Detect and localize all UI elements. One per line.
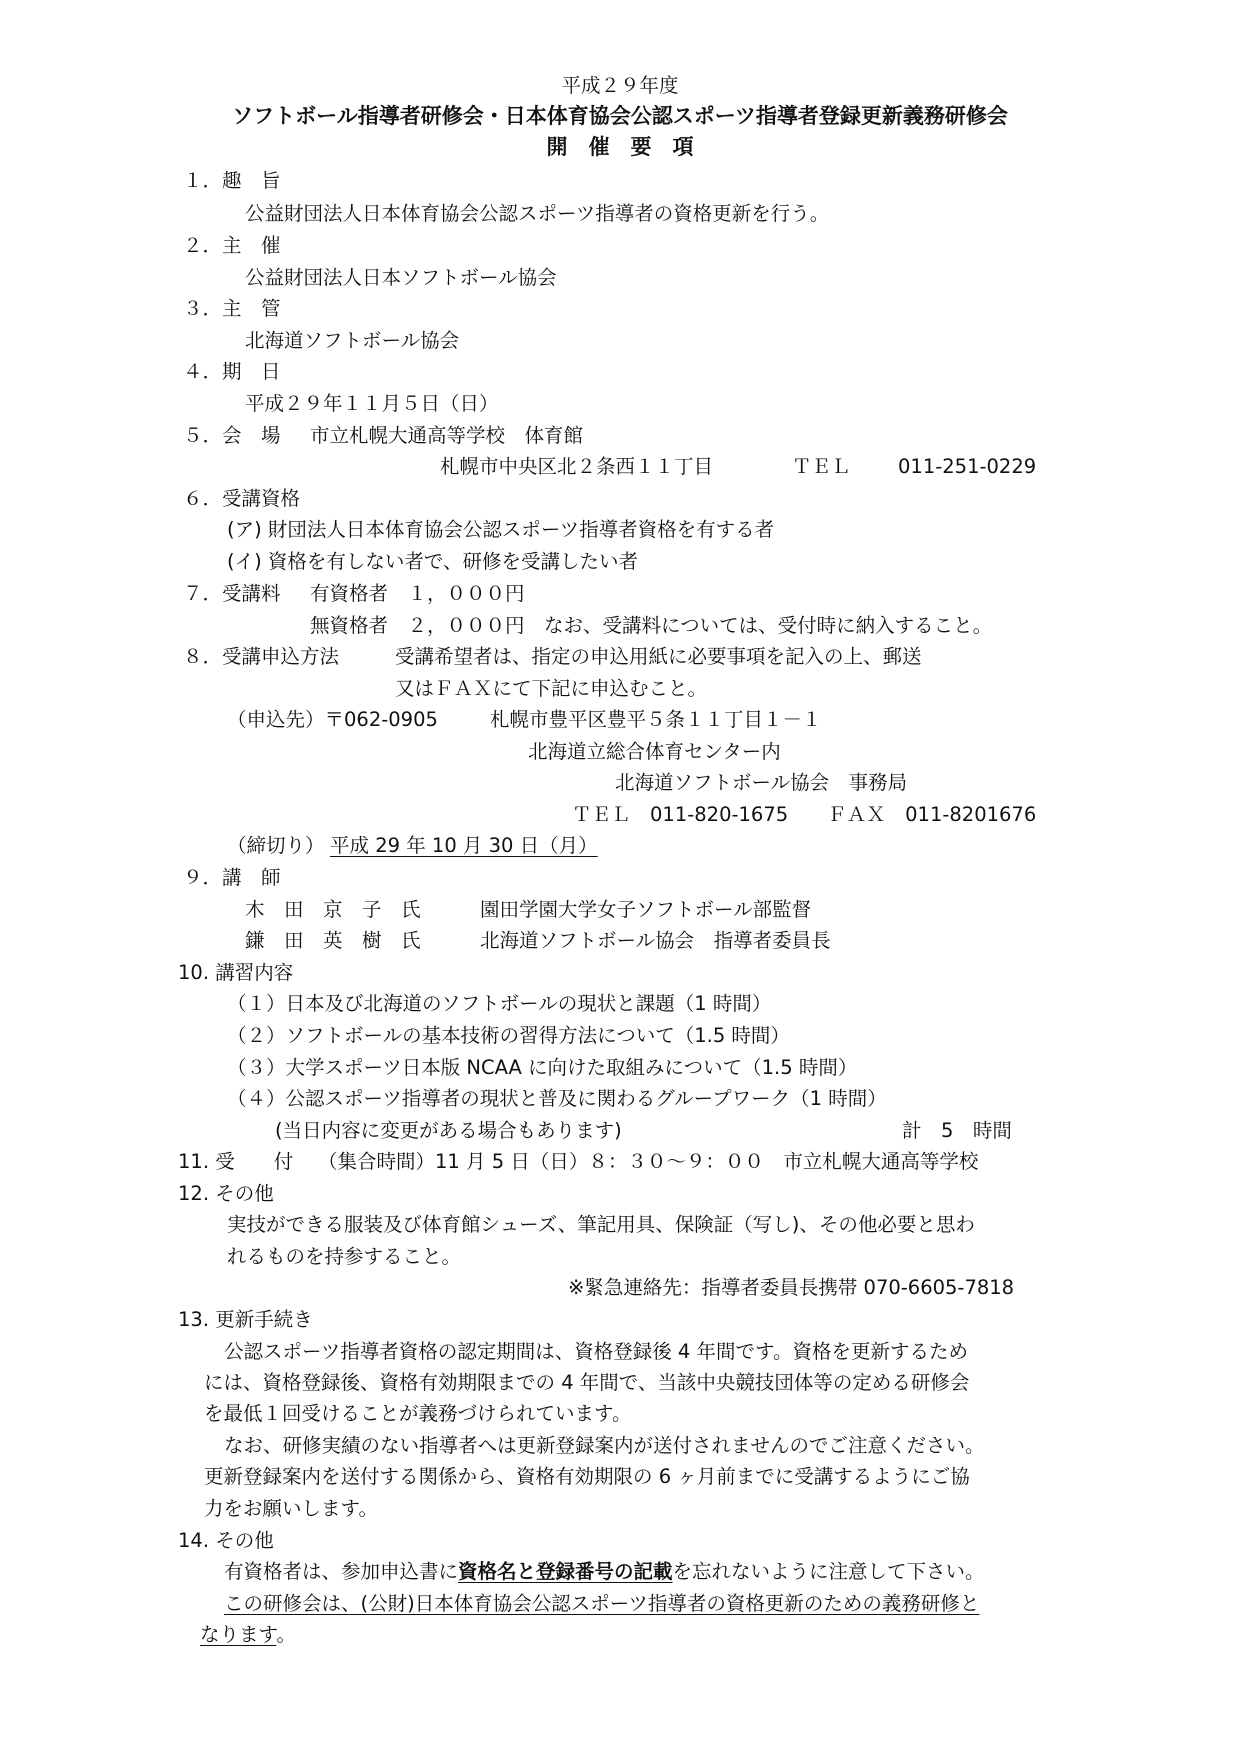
other-note-1-a: 有資格者は、参加申込書に [224,1560,459,1583]
section-9-heading: ９．講 師 [183,866,281,889]
emergency-contact: ※緊急連絡先：指導者委員長携帯 070-6605-7818 [568,1276,1015,1299]
application-center: 北海道立総合体育センター内 [528,740,781,763]
instructor-2-name: 鎌 田 英 樹 氏 [245,929,421,952]
section-3-heading: ３．主 管 [183,297,281,320]
reception-time: （集合時間）11 月 5 日（日）８：３０～９：００ 市立札幌大通高等学校 [318,1150,979,1173]
course-total: 計 5 時間 [902,1119,1012,1142]
section-12-heading: 12. その他 [178,1182,274,1205]
other-note-2: この研修会は、(公財)日本体育協会公認スポーツ指導者の資格更新のための義務研修と [224,1592,980,1615]
renewal-para-3: を最低１回受けることが義務づけられています。 [204,1402,632,1425]
venue-tel: 011-251-0229 [898,455,1037,478]
renewal-para-6: 力をお願いします。 [204,1497,378,1520]
application-method-2: 又はＦＡＸにて下記に申込むこと。 [395,677,708,700]
section-1-heading: １．趣 旨 [183,169,281,192]
section-11-heading: 11. 受 付 [178,1150,294,1173]
doc-title: ソフトボール指導者研修会・日本体育協会公認スポーツ指導者登録更新義務研修会 [232,104,1008,128]
instructor-2-role: 北海道ソフトボール協会 指導者委員長 [480,929,831,952]
section-2-heading: ２．主 催 [183,234,281,257]
fee-unqualified: 無資格者 ２，０００円 なお、受講料については、受付時に納入すること。 [310,614,993,637]
items-to-bring-2: れるものを持参すること。 [227,1245,462,1268]
course-item-2: （２）ソフトボールの基本技術の習得方法について（1.5 時間） [227,1024,790,1047]
application-office: 北海道ソフトボール協会 事務局 [615,771,908,794]
course-item-3: （３）大学スポーツ日本版 NCAA に向けた取組みについて（1.5 時間） [227,1056,858,1079]
other-note-1 [224,1562,985,1582]
section-8-heading: ８．受講申込方法 [183,645,340,668]
venue-name: 市立札幌大通高等学校 体育館 [310,424,584,447]
section-4-body: 平成２９年１１月５日（日） [245,392,499,415]
section-1-body: 公益財団法人日本体育協会公認スポーツ指導者の資格更新を行う。 [245,202,830,225]
other-note-3 [200,1625,296,1645]
section-7-heading: ７．受講料 [183,582,281,605]
deadline-date: 平成 29 年 10 月 30 日（月） [330,834,598,857]
renewal-para-2: には、資格登録後、資格有効期限までの 4 年間で、当該中央競技団体等の定める研修会 [204,1371,970,1394]
section-13-heading: 13. 更新手続き [178,1308,313,1331]
other-note-1-c: を忘れないように注意して下さい。 [672,1560,985,1583]
course-item-4: （４）公認スポーツ指導者の現状と普及に関わるグループワーク（1 時間） [227,1087,887,1110]
section-3-body: 北海道ソフトボール協会 [245,329,460,352]
venue-tel-label: ＴＥＬ [792,455,851,478]
qualification-b: (イ) 資格を有しない者で、研修を受講したい者 [227,550,639,573]
application-method-1: 受講希望者は、指定の申込用紙に必要事項を記入の上、郵送 [395,645,922,668]
instructor-1-name: 木 田 京 子 氏 [245,898,421,921]
application-destination: （申込先）〒062-0905 [227,708,438,731]
venue-address: 札幌市中央区北２条西１１丁目 [440,455,714,478]
other-note-3-b: 。 [276,1623,296,1646]
section-10-heading: 10. 講習内容 [178,961,294,984]
items-to-bring-1: 実技ができる服装及び体育館シューズ、筆記用具、保険証（写し)、その他必要と思わ [227,1213,975,1236]
application-contact: ＴＥＬ 011-820-1675 ＦＡＸ 011-8201676 [572,803,1037,826]
course-item-1: （１）日本及び北海道のソフトボールの現状と課題（1 時間） [227,992,772,1015]
section-4-heading: ４．期 日 [183,360,281,383]
renewal-para-4: なお、研修実績のない指導者へは更新登録案内が送付されませんのでご注意ください。 [224,1434,985,1457]
section-5-heading: ５．会 場 [183,424,281,447]
instructor-1-role: 園田学園大学女子ソフトボール部監督 [480,898,812,921]
deadline-label: （締切り） [227,834,325,857]
renewal-para-1: 公認スポーツ指導者資格の認定期間は、資格登録後 4 年間です。資格を更新するため [224,1340,968,1363]
section-14-heading: 14. その他 [178,1529,274,1552]
section-2-body: 公益財団法人日本ソフトボール協会 [245,266,557,289]
fee-qualified: 有資格者 １，０００円 [310,582,525,605]
section-6-heading: ６．受講資格 [183,487,301,510]
application-address: 札幌市豊平区豊平５条１１丁目１－１ [490,708,822,731]
qualification-a: (ア) 財団法人日本体育協会公認スポーツ指導者資格を有する者 [227,518,775,541]
other-note-1-emphasis: 資格名と登録番号の記載 [458,1560,673,1583]
other-note-3-a: なります [200,1623,277,1646]
renewal-para-5: 更新登録案内を送付する関係から、資格有効期限の 6 ヶ月前までに受講するようにご協 [204,1465,970,1488]
course-note: (当日内容に変更がある場合もあります) [275,1119,622,1142]
doc-subtitle: 開 催 要 項 [546,135,694,159]
doc-year: 平成２９年度 [561,74,679,97]
